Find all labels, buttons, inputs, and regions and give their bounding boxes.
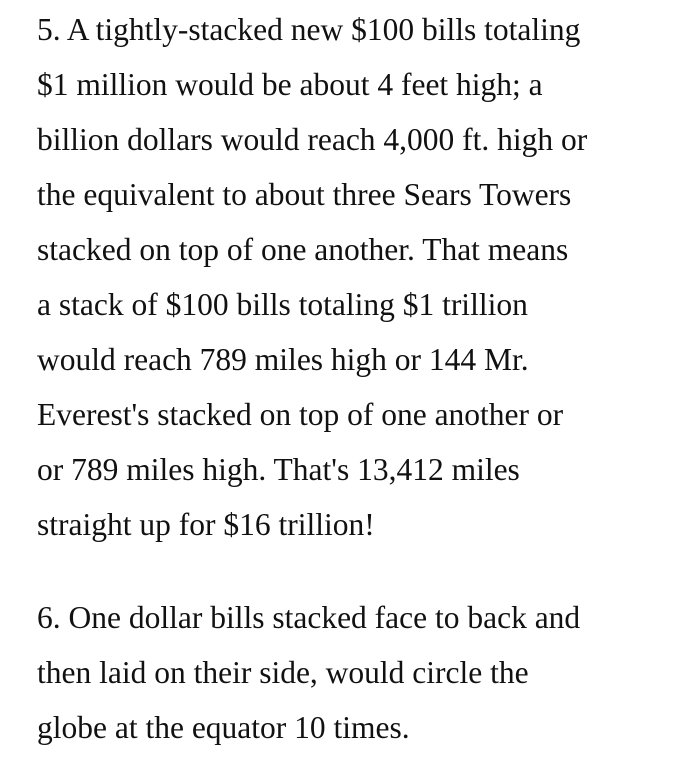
text-line: $1 million would be about 4 feet high; a <box>37 67 543 102</box>
text-line: or 789 miles high. That's 13,412 miles <box>37 452 520 487</box>
text-line: 5. A tightly-stacked new $100 bills totaling <box>37 12 581 47</box>
text-line: Everest's stacked on top of one another or <box>37 397 564 432</box>
text-line: the equivalent to about three Sears Towers <box>37 177 572 212</box>
text-line: straight up for $16 trillion! <box>37 507 375 542</box>
text-line: then laid on their side, would circle the <box>37 655 529 690</box>
text-line: would reach 789 miles high or 144 Mr. <box>37 342 529 377</box>
text-line: billion dollars would reach 4,000 ft. high or <box>37 122 588 157</box>
text-line: stacked on top of one another. That means <box>37 232 569 267</box>
text-line: globe at the equator 10 times. <box>37 710 410 745</box>
text-line: 6. One dollar bills stacked face to back and <box>37 600 581 635</box>
text-line: a stack of $100 bills totaling $1 trillion <box>37 287 528 322</box>
